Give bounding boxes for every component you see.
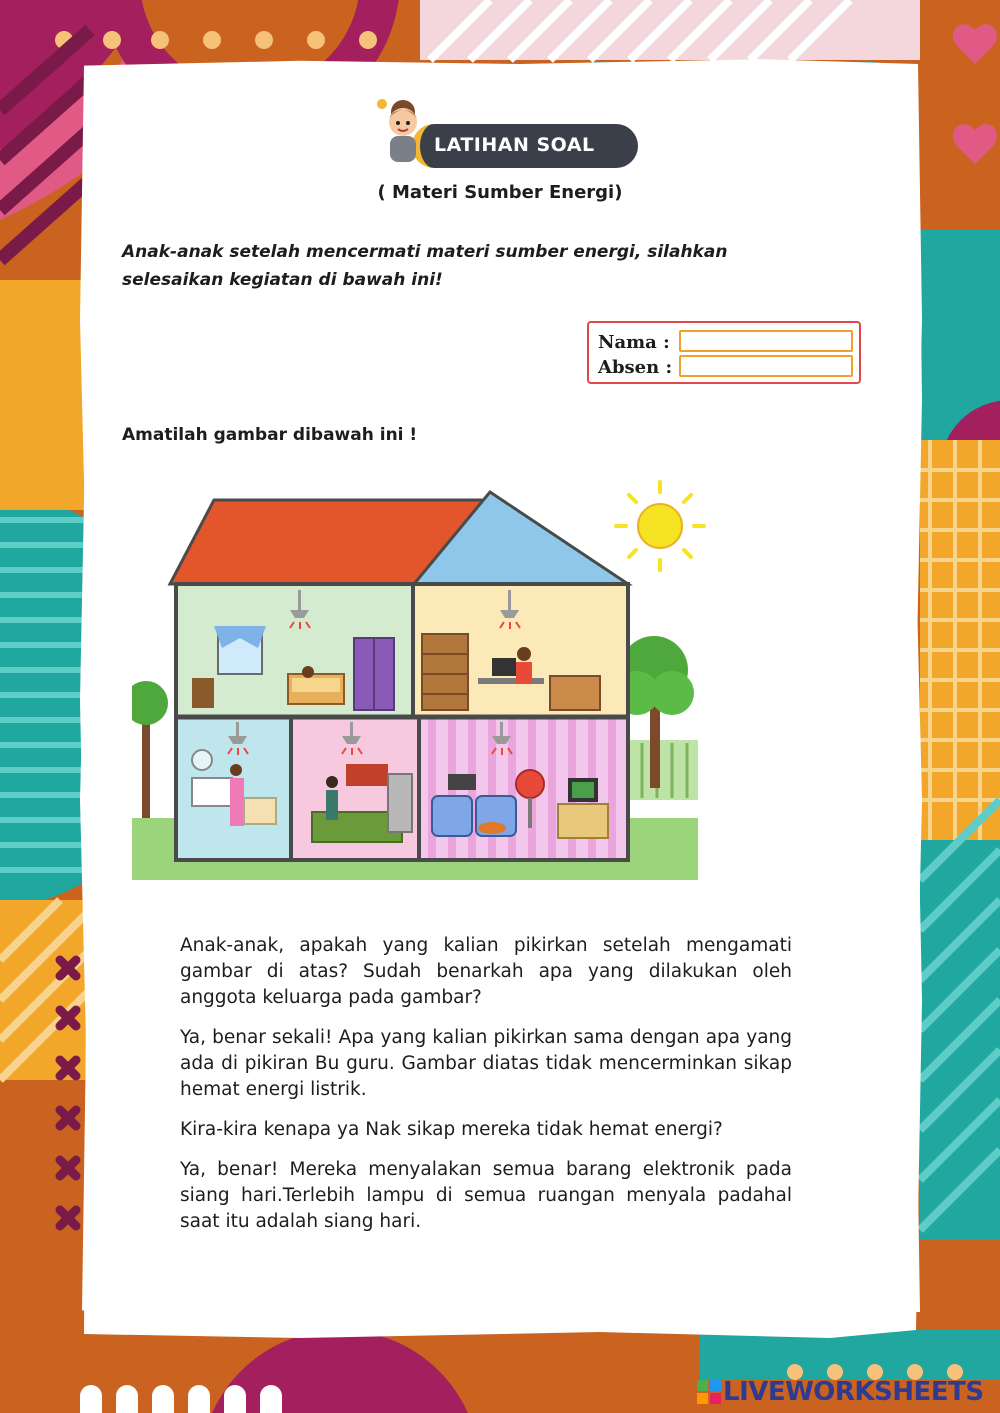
observe-heading: Amatilah gambar dibawah ini ! — [122, 425, 418, 445]
paragraph-4: Ya, benar! Mereka menyalakan semua barang elektronik pada siang hari.Terlebih lampu di semua ruangan menyala padahal saat itu adalah siang hari. — [180, 1159, 792, 1232]
absen-label: Absen : — [598, 357, 673, 378]
badge-label: LATIHAN SOAL — [434, 134, 595, 156]
paragraph-3: Kira-kira kenapa ya Nak sikap mereka tidak hemat energi? — [180, 1119, 723, 1140]
subtitle: ( Materi Sumber Energi) — [377, 182, 623, 203]
absen-input[interactable] — [679, 355, 853, 377]
paragraph-1: Anak-anak, apakah yang kalian pikirkan setelah mengamati gambar di atas? Sudah benarkah apa yang dilakukan oleh anggota keluarga pada gambar? — [180, 935, 792, 1008]
brand-name: LIVEWORKSHEETS — [723, 1377, 984, 1407]
name-label: Nama : — [598, 332, 670, 353]
boy-mascot-icon — [376, 98, 430, 170]
reading-text — [180, 933, 792, 1249]
name-input[interactable] — [679, 330, 853, 352]
student-info-box — [587, 321, 861, 384]
instruction-text: Anak-anak setelah mencermati materi sumber energi, silahkan selesaikan kegiatan di bawah ini! — [122, 242, 728, 290]
liveworksheets-logo-icon — [697, 1380, 721, 1404]
header-badge — [372, 98, 640, 172]
paragraph-2: Ya, benar sekali! Apa yang kalian pikirkan sama dengan apa yang ada di pikiran Bu guru. Gambar diatas tidak mencerminkan sikap hemat energi listrik. — [180, 1027, 792, 1100]
house-illustration — [132, 478, 716, 882]
